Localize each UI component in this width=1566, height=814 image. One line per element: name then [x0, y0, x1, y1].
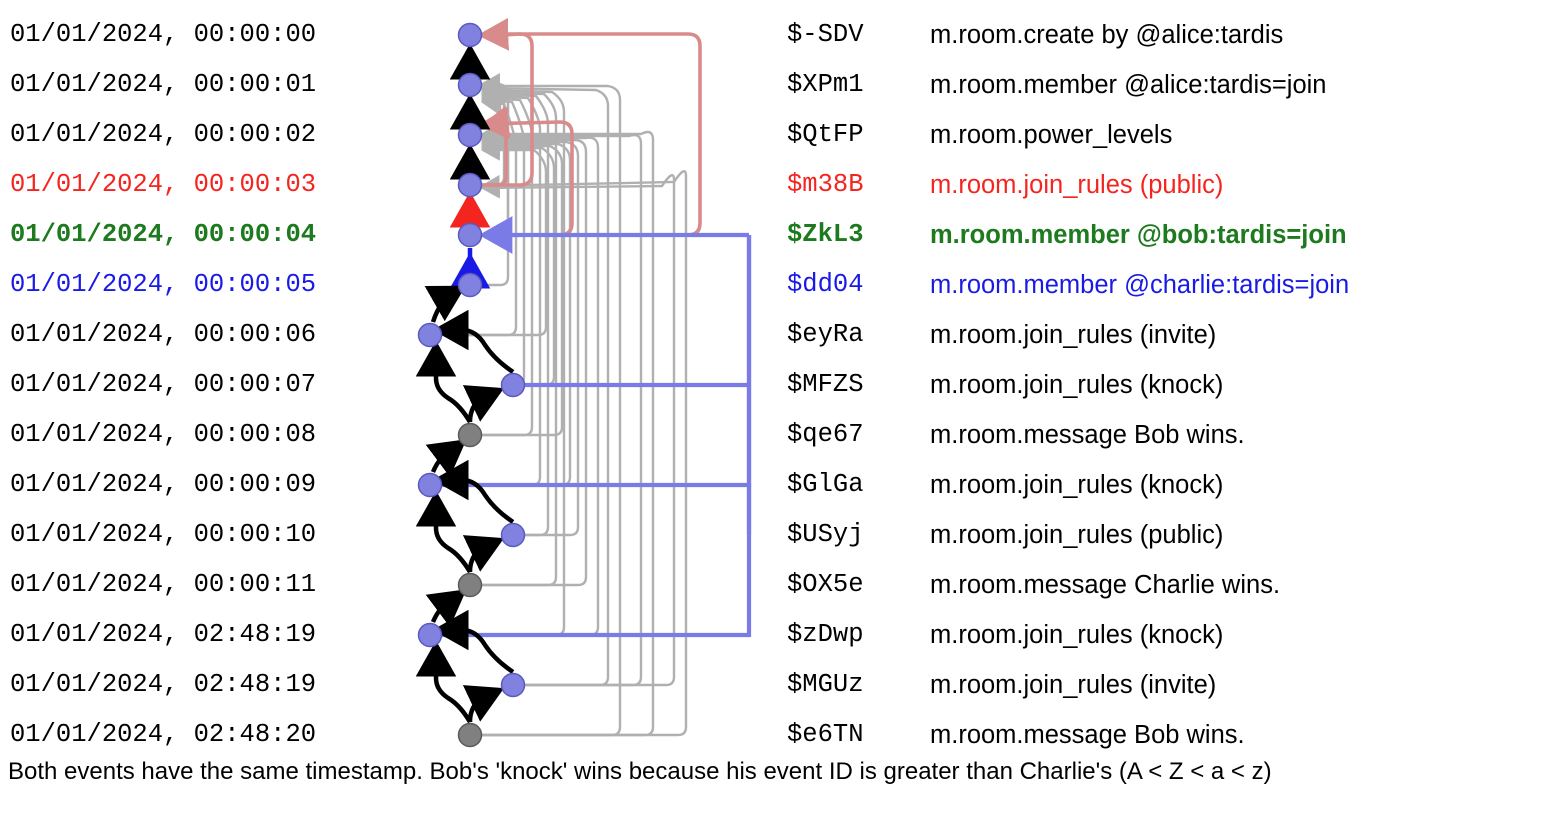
- event-id: $MGUz: [787, 670, 864, 699]
- event-id: $eyRa: [787, 320, 864, 349]
- event-row: [0, 10, 1566, 60]
- event-description: m.room.member @bob:tardis=join: [930, 221, 1347, 249]
- event-timestamp: 01/01/2024, 00:00:09: [10, 470, 317, 499]
- event-timestamp: 01/01/2024, 02:48:19: [10, 670, 317, 699]
- event-id: $GlGa: [787, 470, 864, 499]
- event-row: [0, 60, 1566, 110]
- event-description: m.room.join_rules (invite): [930, 671, 1217, 699]
- event-id: $-SDV: [787, 20, 864, 49]
- event-row: [0, 660, 1566, 710]
- event-timestamp: 01/01/2024, 00:00:02: [10, 120, 317, 149]
- event-row: [0, 260, 1566, 310]
- event-row: [0, 610, 1566, 660]
- event-row: [0, 360, 1566, 410]
- event-id: $ZkL3: [787, 220, 864, 249]
- diagram-footnote: Both events have the same timestamp. Bob's 'knock' wins because his event ID is greater than Charlie's (A < Z < a < z): [8, 758, 1272, 785]
- event-timestamp: 01/01/2024, 00:00:01: [10, 70, 317, 99]
- event-description: m.room.message Bob wins.: [930, 721, 1245, 749]
- event-id: $m38B: [787, 170, 864, 199]
- event-timestamp: 01/01/2024, 00:00:07: [10, 370, 317, 399]
- event-id: $XPm1: [787, 70, 864, 99]
- event-description: m.room.join_rules (knock): [930, 471, 1224, 499]
- event-row: [0, 460, 1566, 510]
- event-row: [0, 310, 1566, 360]
- event-description: m.room.power_levels: [930, 121, 1173, 149]
- event-timestamp: 01/01/2024, 02:48:20: [10, 720, 317, 749]
- event-row: [0, 160, 1566, 210]
- event-row: [0, 710, 1566, 760]
- event-row: [0, 410, 1566, 460]
- event-timestamp: 01/01/2024, 00:00:11: [10, 570, 317, 599]
- event-row: [0, 110, 1566, 160]
- event-timestamp: 01/01/2024, 00:00:06: [10, 320, 317, 349]
- event-description: m.room.member @alice:tardis=join: [930, 71, 1327, 99]
- event-description: m.room.join_rules (knock): [930, 621, 1224, 649]
- event-row: [0, 560, 1566, 610]
- event-id: $QtFP: [787, 120, 864, 149]
- event-description: m.room.member @charlie:tardis=join: [930, 271, 1350, 299]
- event-id: $zDwp: [787, 620, 864, 649]
- event-timestamp: 01/01/2024, 02:48:19: [10, 620, 317, 649]
- event-timestamp: 01/01/2024, 00:00:10: [10, 520, 317, 549]
- event-description: m.room.join_rules (invite): [930, 321, 1217, 349]
- event-row: [0, 510, 1566, 560]
- event-id: $dd04: [787, 270, 864, 299]
- event-id: $e6TN: [787, 720, 864, 749]
- event-description: m.room.join_rules (public): [930, 171, 1224, 199]
- event-row: [0, 210, 1566, 260]
- event-id: $qe67: [787, 420, 864, 449]
- event-id: $MFZS: [787, 370, 864, 399]
- event-timestamp: 01/01/2024, 00:00:03: [10, 170, 317, 199]
- event-timestamp: 01/01/2024, 00:00:00: [10, 20, 317, 49]
- event-description: m.room.message Bob wins.: [930, 421, 1245, 449]
- event-description: m.room.join_rules (knock): [930, 371, 1224, 399]
- event-timestamp: 01/01/2024, 00:00:05: [10, 270, 317, 299]
- event-timestamp: 01/01/2024, 00:00:04: [10, 220, 317, 249]
- event-id: $OX5e: [787, 570, 864, 599]
- event-description: m.room.message Charlie wins.: [930, 571, 1281, 599]
- event-timestamp: 01/01/2024, 00:00:08: [10, 420, 317, 449]
- event-description: m.room.create by @alice:tardis: [930, 21, 1284, 49]
- event-id: $USyj: [787, 520, 864, 549]
- event-description: m.room.join_rules (public): [930, 521, 1224, 549]
